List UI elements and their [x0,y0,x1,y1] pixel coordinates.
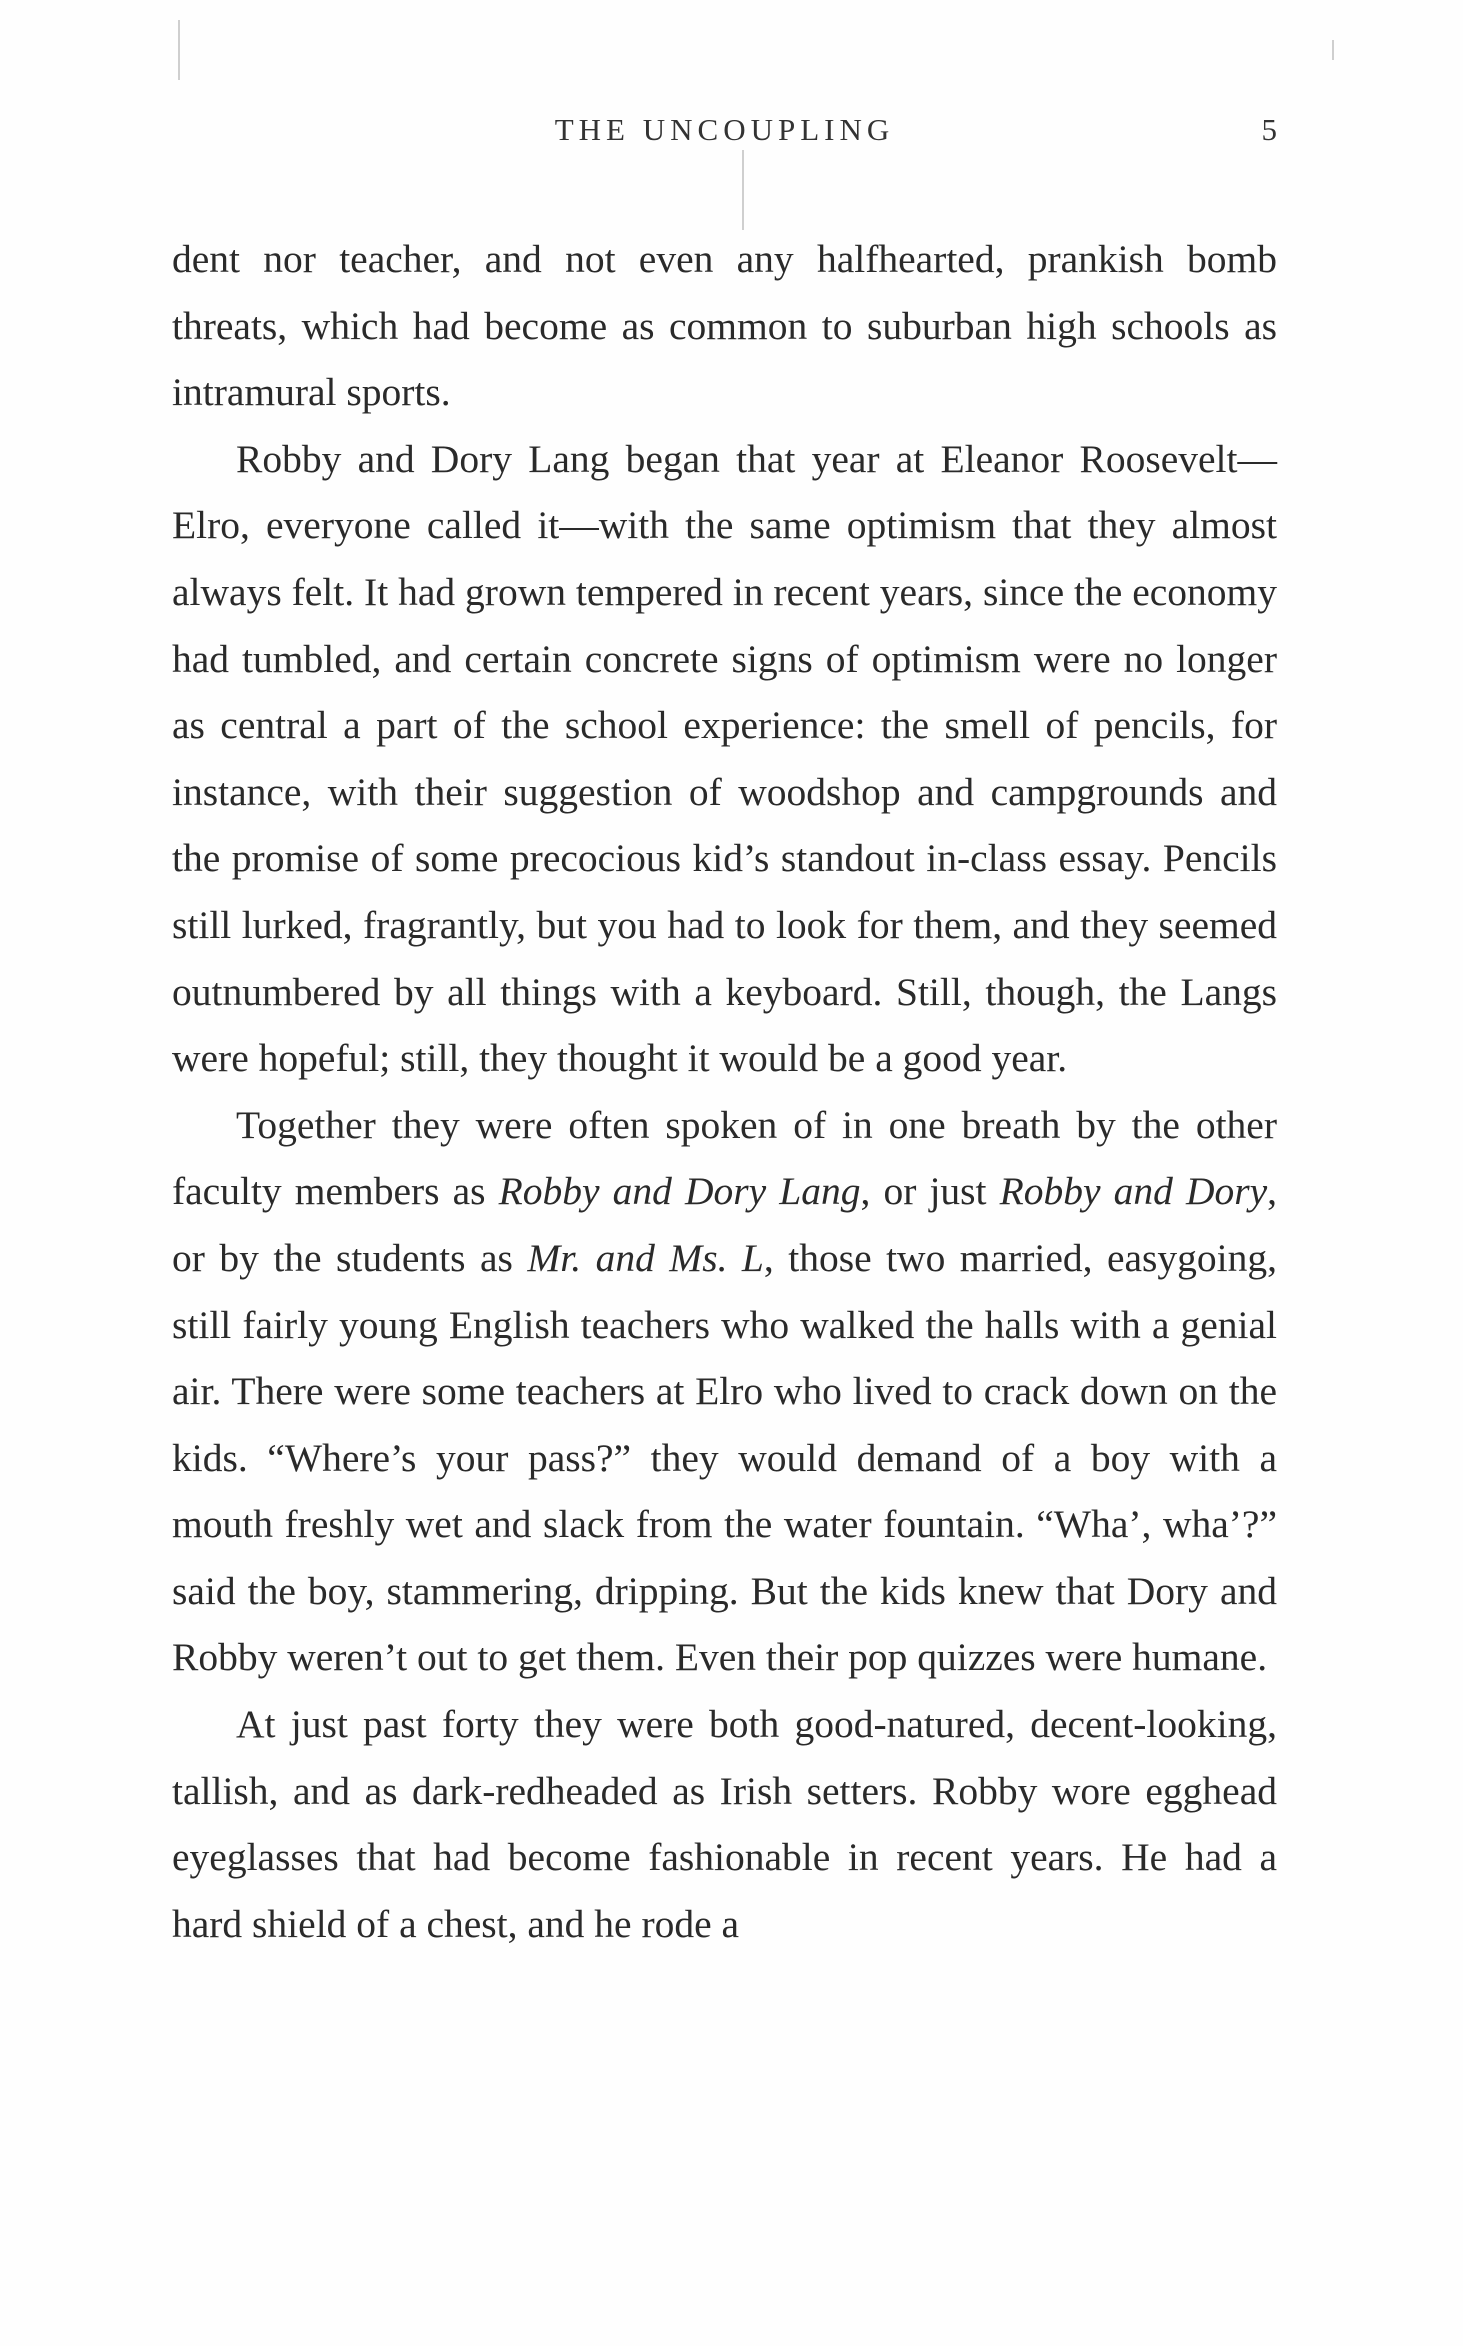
paragraph [172,1092,1277,1691]
scan-artifact-line [1332,40,1334,60]
italic-phrase: Mr. and Ms. L [527,1235,764,1280]
text-run: , those two married, easygoing, still fairly young English teachers who walked the halls with a genial air. There were some teachers at Elro who lived to crack down on the kids. “Where’s your pass?” they would demand of a boy with a mouth freshly wet and slack from the water fountain. “Wha’, wha’?” said the boy, stammering, dripping. But the kids knew that Dory and Robby weren’t out to get them. Even their pop quizzes were humane. [172,1235,1277,1680]
text-run: , or by the students as [172,1169,1278,1280]
body-text [172,226,1277,1957]
page-header [172,112,1277,162]
text-run: dent nor teacher, and not even any halfhearted, prankish bomb threats, which had become as common to suburban high schools as intramural sports. [172,237,1277,415]
page-number: 5 [1261,112,1277,147]
text-run: , or just [860,1169,1000,1214]
italic-phrase: Robby and Dory Lang [498,1169,861,1214]
paragraph [172,1691,1277,1957]
text-run: Robby and Dory Lang began that year at Eleanor Roosevelt—Elro, everyone called it—with the same optimism that they almost always felt. It had grown tempered in recent years, since the economy had tumbled, and certain concrete signs of optimism were no longer as central a part of the school experience: the smell of pencils, for instance, with their suggestion of woodshop and campgrounds and the promise of some precocious kid’s standout in-class essay. Pencils still lurked, fragrantly, but you had to look for them, and they seemed outnumbered by all things with a keyboard. Still, though, the Langs were hopeful; still, they thought it would be a good year. [172,436,1277,1081]
scan-artifact-line [178,20,180,80]
italic-phrase: Robby and Dory [999,1169,1268,1214]
paragraph [172,226,1277,426]
scan-artifact-line [742,150,744,230]
running-head: THE UNCOUPLING [554,112,895,147]
paragraph [172,426,1277,1092]
text-run: Together they were often spoken of in one breath by the other faculty members as [172,1102,1277,1214]
text-run: At just past forty they were both good-natured, decent-looking, tallish, and as dark-redheaded as Irish setters. Robby wore egghead eyeglasses that had become fashionable in recent years. He had a hard shield of a chest, and he rode a [172,1702,1277,1946]
